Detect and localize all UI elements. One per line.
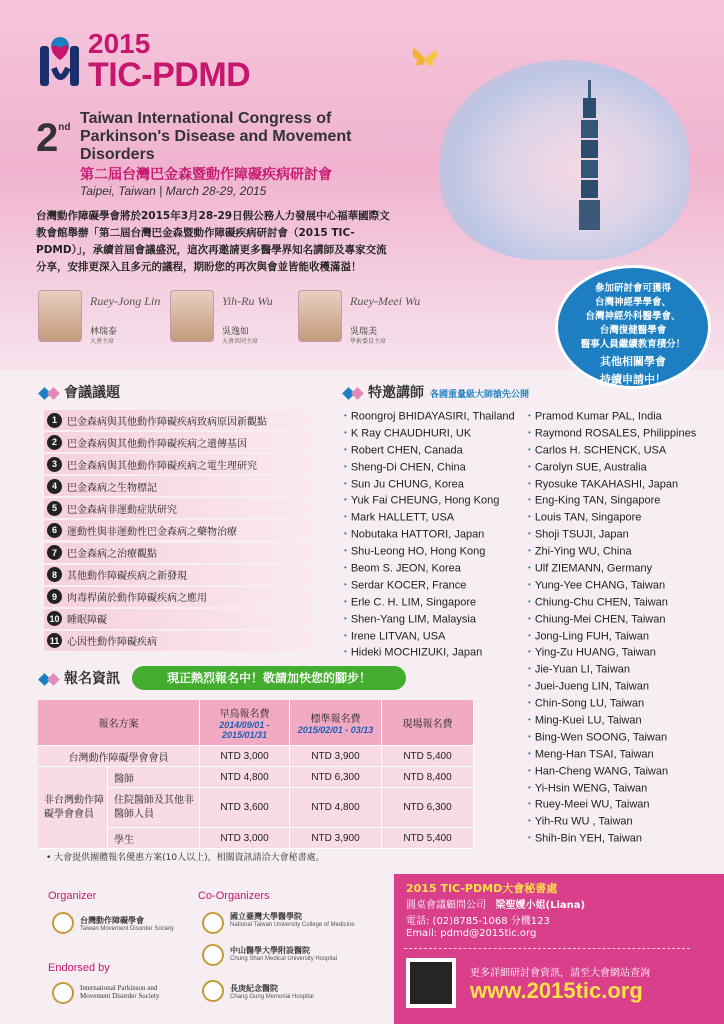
secretariat-phone: 電話: (02)8785-1068 分機123 <box>406 916 550 927</box>
list-item: 11 心因性動作障礙疾病 <box>44 631 312 651</box>
host-name: 吳瑞美 <box>350 327 378 337</box>
speakers-heading: 特邀講師 各國重量級大師搶先公開 <box>344 382 529 402</box>
congress-title-zh: 第二屆台灣巴金森暨動作障礙疾病研討會 <box>80 167 332 183</box>
badge-line: 參加研討會可獲得 <box>594 283 671 294</box>
website-link[interactable]: www.2015tic.org <box>470 978 643 1003</box>
co-organizer-name: 長庚紀念醫院 Chang Gung Memorial Hospital <box>230 984 314 1000</box>
speaker-item: • Chiung-Chu CHEN, Taiwan <box>528 594 696 611</box>
speaker-item: • Sheng-Di CHEN, China <box>344 459 515 476</box>
place-and-date: Taipei, Taiwan | March 28-29, 2015 <box>80 184 267 198</box>
list-item: 10 睡眠障礙 <box>44 609 312 629</box>
speaker-item: • Yi-Hsin WENG, Taiwan <box>528 780 696 797</box>
taipei101-icon <box>575 80 605 230</box>
speaker-item: • Carlos H. SCHENCK, USA <box>528 442 696 459</box>
speaker-item: • Louis TAN, Singapore <box>528 509 696 526</box>
speaker-item: • Robert CHEN, Canada <box>344 442 515 459</box>
speaker-item: • Irene LITVAN, USA <box>344 628 515 645</box>
badge-highlight: 其他相關學會 <box>600 355 666 368</box>
co-organizers-label: Co-Organizers <box>198 890 270 902</box>
speaker-item: • K Ray CHAUDHURI, UK <box>344 425 515 442</box>
secretariat-panel <box>394 874 724 1024</box>
badge-line: 醫事人員繼續教育積分！ <box>580 339 686 350</box>
list-item: 9 肉毒桿菌於動作障礙疾病之應用 <box>44 587 312 607</box>
host-name: 林瑞泰 <box>90 327 118 337</box>
speaker-item: • Ming-Kuei LU, Taiwan <box>528 712 696 729</box>
host-card <box>38 290 161 345</box>
speaker-item: • Han-Cheng WANG, Taiwan <box>528 763 696 780</box>
host-photo <box>38 290 82 342</box>
speaker-item: • Yih-Ru WU , Taiwan <box>528 813 696 830</box>
topics-heading: 會議議題 <box>40 382 120 402</box>
speaker-item: • Chiung-Mei CHEN, Taiwan <box>528 611 696 628</box>
speakers-column-2 <box>528 408 696 847</box>
registration-banner: 現正熱烈報名中！敬請加快您的腳步！ <box>132 666 406 690</box>
speakers-subheading: 各國重量級大師搶先公開 <box>430 390 530 400</box>
divider <box>404 948 690 949</box>
edition-number: 2nd <box>36 116 71 160</box>
host-photo <box>298 290 342 342</box>
host-card <box>298 290 421 345</box>
speaker-item: • Meng-Han TSAI, Taiwan <box>528 746 696 763</box>
congress-title-en: Taiwan International Congress of Parkinson's Disease and Movement Disorders <box>80 110 352 163</box>
badge-line: 台灣復健醫學會 <box>599 325 667 336</box>
registration-note: • 大會提供團體報名優惠方案(10人以上)，相關資訊請洽大會秘書處。 <box>46 853 325 863</box>
co-organizer-name: 中山醫學大學附設醫院 Chung Shan Medical University Hospital <box>230 946 338 962</box>
diamond-icon <box>47 387 60 400</box>
organizer-label: Organizer <box>48 890 97 902</box>
cgmh-logo-icon <box>202 980 224 1002</box>
host-name: 吳逸如 <box>222 327 250 337</box>
speaker-item: • Shoji TSUJI, Japan <box>528 526 696 543</box>
speaker-item: • Serdar KOCER, France <box>344 577 515 594</box>
table-row: 學生 NTD 3,000 NTD 3,900 NTD 5,400 <box>38 828 474 849</box>
speaker-item: • Mark HALLETT, USA <box>344 509 515 526</box>
speaker-item: • Jong-Ling FUH, Taiwan <box>528 628 696 645</box>
speaker-item: • Shen-Yang LIM, Malaysia <box>344 611 515 628</box>
topics-list <box>44 410 312 653</box>
col-standard: 標準報名費 2015/02/01 - 03/13 <box>290 700 382 746</box>
speaker-item: • Carolyn SUE, Australia <box>528 459 696 476</box>
butterfly-icon <box>410 44 440 72</box>
table-header-row <box>38 700 474 746</box>
speaker-item: • Raymond ROSALES, Philippines <box>528 425 696 442</box>
list-item: 7 巴金森病之治療觀點 <box>44 543 312 563</box>
table-row: 台灣動作障礙學會會員 NTD 3,000 NTD 3,900 NTD 5,400 <box>38 746 474 767</box>
ntu-logo-icon <box>202 912 224 934</box>
intro-paragraph: 台灣動作障礙學會將於2015年3月28-29日假公務人力發展中心福華國際文教會館舉辦「第二屆台灣巴金森暨動作障礙疾病研討會（2015 TIC-PDMD）」，承續首屆會議盛況，這次再邀請更多醫學界知名講師及專家交流分享，安排更深入且多元的議程，期盼您的再次與會並皆能收穫滿溢！ <box>36 210 390 273</box>
secretariat-contact: 圓桌會議顧問公司 梁聖嬡小姐(Liana) <box>406 900 586 911</box>
list-item: 3 巴金森病與其他動作障礙疾病之電生理研究 <box>44 454 312 474</box>
table-row: 非台灣動作障礙學會會員 醫師 NTD 4,800 NTD 6,300 NTD 8,400 <box>38 767 474 788</box>
speaker-item: • Shu-Leong HO, Hong Kong <box>344 543 515 560</box>
list-item: 6 運動性與非運動性巴金森病之藥物治療 <box>44 520 312 540</box>
speaker-item: • Hideki MOCHIZUKI, Japan <box>344 644 515 661</box>
organizer-name: 台灣動作障礙學會 Taiwan Movement Disorder Society <box>80 916 175 932</box>
more-info-text: 更多詳細研討會資訊，請至大會網站查詢 <box>470 968 650 979</box>
badge-highlight: 持續申請中！ <box>600 373 666 386</box>
badge-line: 台灣神經外科醫學會、 <box>585 311 681 322</box>
speaker-item: • Sun Ju CHUNG, Korea <box>344 476 515 493</box>
registration-heading: 報名資訊 <box>40 668 120 688</box>
speaker-item: • Yuk Fai CHEUNG, Hong Kong <box>344 492 515 509</box>
host-role: 大會共同主席 <box>222 338 259 345</box>
qr-code-icon <box>406 958 456 1008</box>
speaker-item: • Nobutaka HATTORI, Japan <box>344 526 515 543</box>
speaker-item: • Shih-Bin YEH, Taiwan <box>528 830 696 847</box>
badge-line: 台灣神經學學會、 <box>594 297 671 308</box>
speaker-item: • Ruey-Meei WU, Taiwan <box>528 796 696 813</box>
speaker-item: • Erle C. H. LIM, Singapore <box>344 594 515 611</box>
list-item: 8 其他動作障礙疾病之新發現 <box>44 565 312 585</box>
secretariat-title: 2015 TIC-PDMD大會秘書處 <box>406 882 558 895</box>
table-row: 住院醫師及其他非醫師人員 NTD 3,600 NTD 4,800 NTD 6,300 <box>38 788 474 828</box>
speaker-item: • Pramod Kumar PAL, India <box>528 408 696 425</box>
col-plan: 報名方案 <box>38 700 200 746</box>
host-card <box>170 290 273 345</box>
col-early: 早鳥報名費 2014/09/01 - 2015/01/31 <box>200 700 290 746</box>
speaker-item: • Jie-Yuan LI, Taiwan <box>528 661 696 678</box>
speaker-item: • Beom S. JEON, Korea <box>344 560 515 577</box>
speaker-item: • Zhi-Ying WU, China <box>528 543 696 560</box>
speaker-item: • Juei-Jueng LIN, Taiwan <box>528 678 696 695</box>
list-item: 5 巴金森病非運動症狀研究 <box>44 498 312 518</box>
speakers-column-1 <box>344 408 515 661</box>
organizer-logo-icon <box>52 912 74 934</box>
secretariat-email[interactable]: Email: pdmd@2015tic.org <box>406 928 537 939</box>
host-photo <box>170 290 214 342</box>
diamond-icon <box>351 387 364 400</box>
host-role: 學術委員主席 <box>350 338 387 345</box>
endorsed-name: International Parkinson and Movement Disorder Society <box>80 984 160 1000</box>
host-signature: Ruey-Meei Wu <box>350 294 421 308</box>
endorsed-label: Endorsed by <box>48 962 110 974</box>
speaker-item: • Ryosuke TAKAHASHI, Japan <box>528 476 696 493</box>
speaker-item: • Ying-Zu HUANG, Taiwan <box>528 644 696 661</box>
speaker-item: • Eng-King TAN, Singapore <box>528 492 696 509</box>
congress-year: 2015 <box>88 28 151 59</box>
diamond-icon <box>47 673 60 686</box>
congress-acronym: TIC-PDMD <box>88 56 251 94</box>
host-signature: Ruey-Jong Lin <box>90 294 161 308</box>
list-item: 2 巴金森病與其他動作障礙疾病之遺傳基因 <box>44 432 312 452</box>
list-item: 4 巴金森病之生物標記 <box>44 476 312 496</box>
speaker-item: • Ulf ZIEMANN, Germany <box>528 560 696 577</box>
host-signature: Yih-Ru Wu <box>222 294 273 308</box>
list-item: 1 巴金森病與其他動作障礙疾病致病原因新觀點 <box>44 410 312 430</box>
head-silhouette-image <box>440 60 690 260</box>
organizers-panel <box>36 884 382 1016</box>
csmu-logo-icon <box>202 944 224 966</box>
co-organizer-name: 國立臺灣大學醫學院 National Taiwan University College of Medicine <box>230 912 355 928</box>
credit-badge <box>558 268 708 386</box>
speaker-item: • Yung-Yee CHANG, Taiwan <box>528 577 696 594</box>
fee-table <box>38 700 474 849</box>
speaker-item: • Chin-Song LU, Taiwan <box>528 695 696 712</box>
speaker-item: • Roongroj BHIDAYASIRI, Thailand <box>344 408 515 425</box>
speaker-item: • Bing-Wen SOONG, Taiwan <box>528 729 696 746</box>
host-role: 大會主席 <box>90 338 115 345</box>
col-onsite: 現場報名費 <box>382 700 474 746</box>
mds-logo-icon <box>52 982 74 1004</box>
